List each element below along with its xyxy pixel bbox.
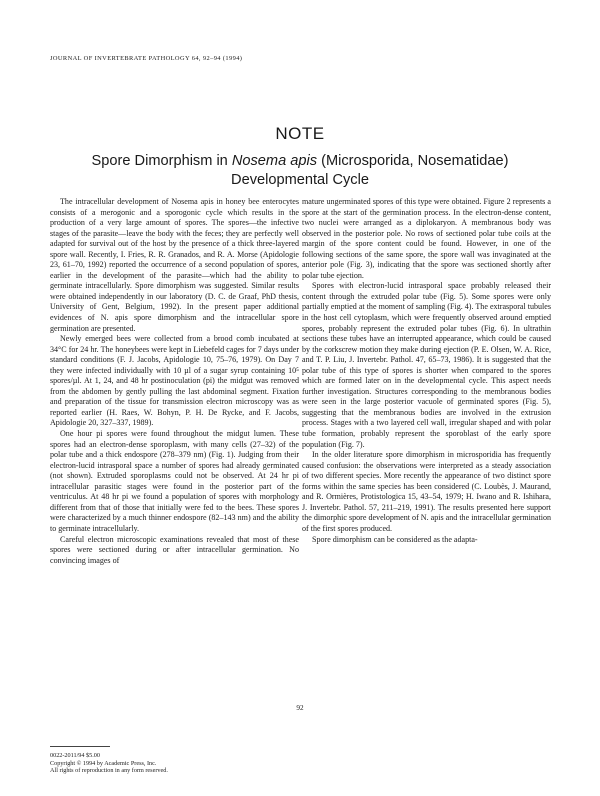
- paragraph: Spores with electron-lucid intrasporal space probably released their content through the extruded polar tube (Fig. 5). Some spores were only partially emptied at the moment of sampling (Fig. 4). The extrasporal tubules in the host cell cytoplasm, which were frequently observed around emptied spores, probably represent the extruded polar tubes (Fig. 6). In ultrathin sections these tubes have an interrupted appearance, which could be caused by the corkscrew motion they make during ejection (P. E. Olsen, W. A. Rice, and T. P. Liu, J. Invertebr. Pathol. 47, 65–73, 1986). It is suggested that the polar tube of this type of spores is shorter when compared to the spores which are formed later on in the developmental cycle. This aspect needs further investigation. Structures corresponding to the membranous bodies were seen in the large posterior vacuole of germinated spores (Fig. 5), suggesting that the membranous bodies are involved in the extrusion process. Stages with a two layered cell wall, irregular shaped and with polar tube formation, probably represent the sporoblast of the early spore population (Fig. 7).: [302, 281, 551, 449]
- paragraph: The intracellular development of Nosema apis in honey bee enterocytes consists of a merogonic and a sporogonic cycle which results in the production of a very large amount of spores. The spores—the infective stages of the parasite—leave the body with the feces; they are perfectly well adapted for survival out of the host by the presence of a thick three-layered spore wall. Recently, I. Fries, R. R. Granados, and R. A. Morse (Apidologie 23, 61–70, 1992) reported the occurrence of a second population of spores, earlier in the development of the parasite—which had the ability to germinate intracellularly. Spore dimorphism was suggested. Similar results were obtained independently in our laboratory (D. C. de Graaf, PhD thesis, University of Gent, Belgium, 1992). In the present paper additional evidences of N. apis spore dimorphism and the intracellular spore germination are presented.: [50, 197, 299, 333]
- paragraph: Careful electron microscopic examinations revealed that most of these spores were sectioned during or after intracellular germination. No convincing images of: [50, 534, 299, 565]
- right-column: [302, 197, 551, 545]
- article-title: [40, 152, 560, 190]
- paragraph: mature ungerminated spores of this type were obtained. Figure 2 represents a spore at the start of the germination process. In the electron-dense content, two nuclei were arranged as a diplokaryon. A membranous body was observed in the posterior pole. No rows of sectioned polar tube coils at the margin of the spore content could be found. However, in one of the following sections of the same spore, the spore wall was invaginated at the anterior pole (Fig. 3), indicating that the spore was sectioned shortly after polar tube ejection.: [302, 197, 551, 280]
- footer-rule: [50, 746, 110, 747]
- note-label: NOTE: [275, 124, 325, 143]
- title-part1: Spore Dimorphism in: [91, 153, 232, 169]
- footer-rights: All rights of reproduction in any form reserved.: [50, 767, 168, 775]
- paragraph: In the older literature spore dimorphism in microsporidia has frequently caused confusion: the observations were interpreted as a steady association of two different species. More recently the appearance of two distinct spore forms within the same species has been considered (C. Loubès, J. Maurand, and R. Ormières, Protistologica 15, 43–54, 1979; H. Iwano and R. Ishihara, J. Invertebr. Pathol. 57, 211–219, 1991). The results presented here support the dimorphic spore development of N. apis and the intracellular germination of the first spores produced.: [302, 450, 551, 533]
- footer-copyright: Copyright © 1994 by Academic Press, Inc.: [50, 759, 157, 767]
- page-number: 92: [296, 704, 304, 712]
- paragraph: One hour pi spores were found throughout the midgut lumen. These spores had an electron-dense sporoplasm, with many cells (27–32) of the polar tube and a thick endospore (278–379 nm) (Fig. 1). Judging from their electron-lucid intrasporal space a number of spores had already germinated (not shown). Extruded sporoplasms could not be observed. At 24 hr pi intracellular parasitic stages were found in the posterior part of the ventriculus. At 48 hr pi we found a population of spores with morphology different from that of those that initially were fed to the bees. These spores were characterized by a much thinner endospore (82–143 nm) and the ability to germinate intracellularly.: [50, 429, 299, 533]
- footer-issn: 0022-2011/94 $5.00: [50, 752, 100, 759]
- paragraph: Spore dimorphism can be considered as the adapta-: [312, 534, 478, 544]
- running-head: JOURNAL OF INVERTEBRATE PATHOLOGY 64, 92–94 (1994): [50, 55, 243, 62]
- footer: [50, 752, 290, 775]
- title-line2: Developmental Cycle: [231, 172, 369, 188]
- title-genus: Nosema apis: [231, 153, 318, 169]
- paragraph: Newly emerged bees were collected from a brood comb incubated at 34°C for 24 hr. The honeybees were kept in Liebefeld cages for 7 days under standard conditions (F. J. Jacobs, Apidologie 10, 75–76, 1979). On Day 7 they were infected individually with 10 µl of a sugar syrup containing 10⁵ spores/µl. At 1, 24, and 48 hr postinoculation (pi) the midgut was removed from the abdomen by gently pulling the last abdominal segment. Fixation and preparation of the tissue for transmission electron microscopy was as reported earlier (H. Raes, W. Bohyn, P. H. De Rycke, and F. Jacobs, Apidologie 20, 327–337, 1989).: [50, 334, 299, 428]
- left-column: [50, 197, 299, 566]
- title-part2: (Microsporida, Nosematidae): [317, 153, 509, 169]
